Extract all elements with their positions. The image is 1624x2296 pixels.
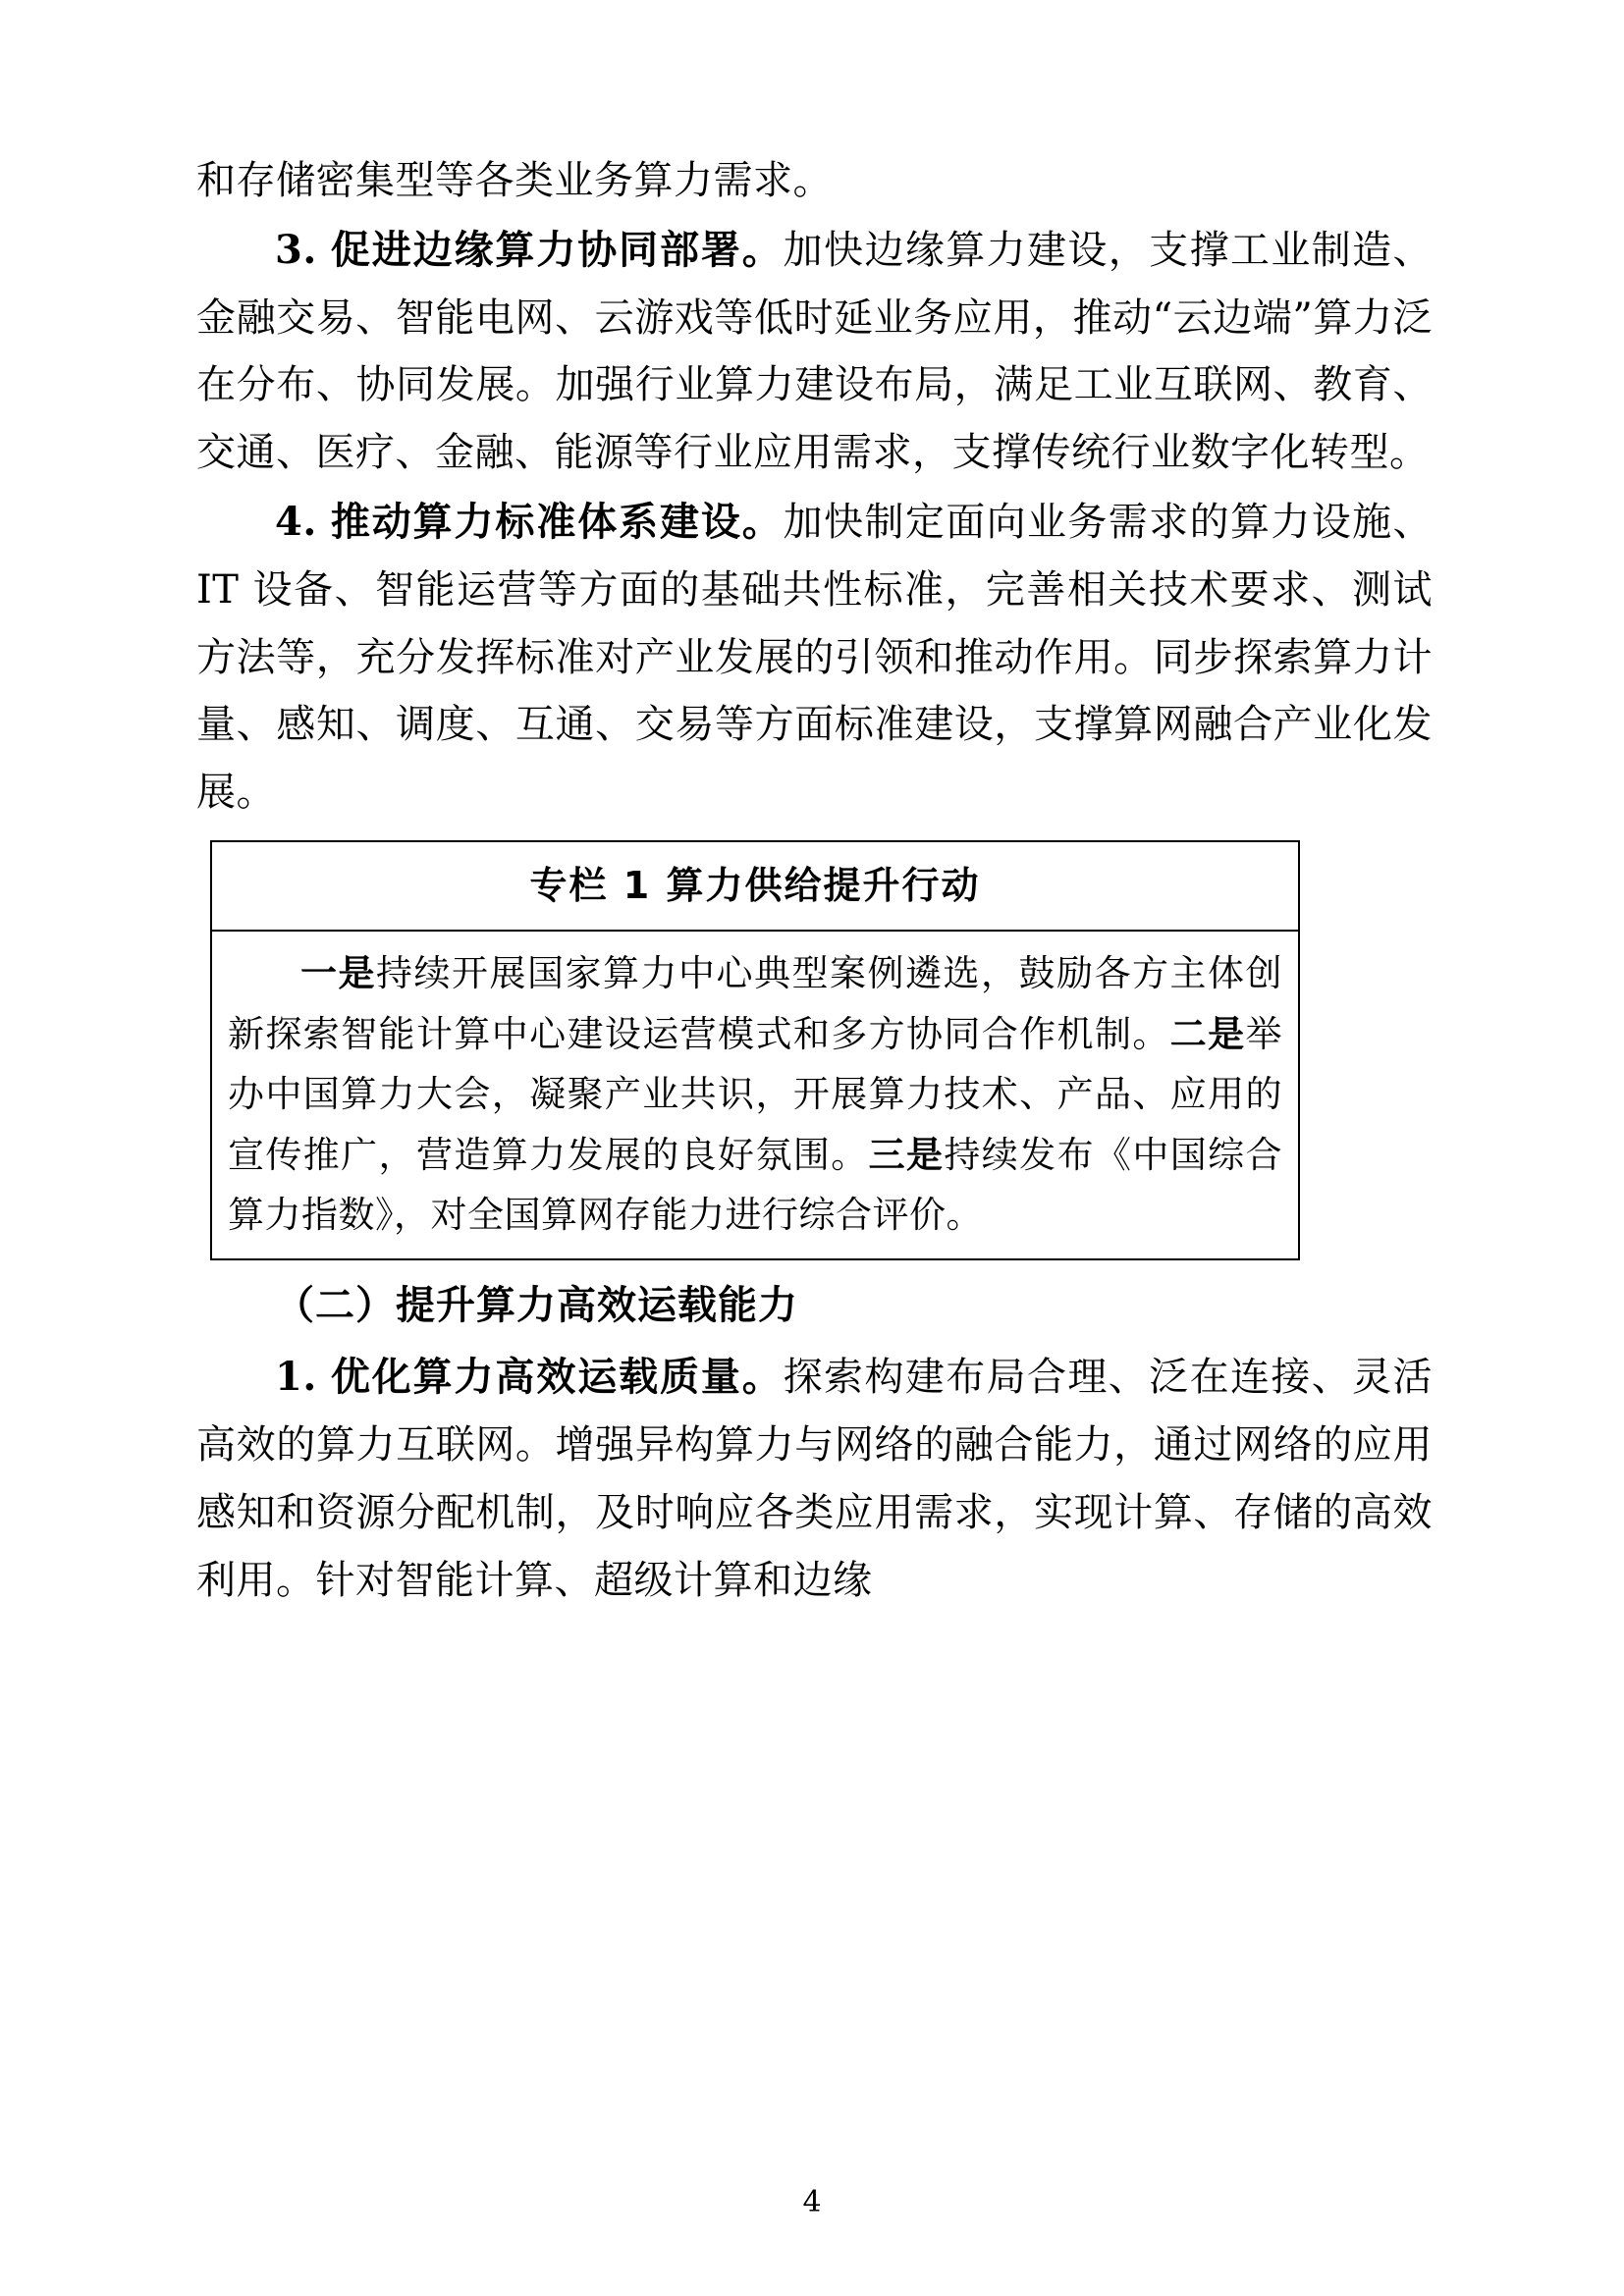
item-number: 3. (275, 226, 317, 273)
paragraph-continuation (196, 147, 1433, 215)
item-number: 4. (275, 498, 317, 545)
paragraph-item-1 (196, 1344, 1433, 1614)
item-lead-title: 优化算力高效运载质量。 (330, 1355, 784, 1401)
callout-box-title: 专栏 1 算力供给提升行动 (212, 842, 1298, 932)
page-number: 4 (802, 2185, 822, 2219)
item-lead-title: 促进边缘算力协同部署。 (330, 227, 784, 273)
item-body-text: 加快制定面向业务需求的算力设施、IT 设备、智能运营等方面的基础共性标准，完善相关技术要求、测试方法等，充分发挥标准对产业发展的引领和推动作用。同步探索算力计量、感知、调度、互通、交易等方面标准建设，支撑算网融合产业化发展。 (196, 499, 1434, 816)
callout-text-three: 持续发布《中国综合算力指数》，对全国算网存能力进行综合评价。 (228, 1133, 1283, 1236)
callout-marker-two: 二是 (1169, 1012, 1246, 1055)
item-lead-title: 推动算力标准体系建设。 (330, 499, 784, 545)
callout-box-content (212, 932, 1298, 1258)
section-heading: （二）提升算力高效运载能力 (275, 1283, 798, 1329)
paragraph-text: 和存储密集型等各类业务算力需求。 (196, 158, 833, 203)
callout-box (210, 840, 1300, 1260)
item-number: 1. (275, 1354, 317, 1401)
paragraph-item-3 (196, 217, 1433, 487)
document-body (196, 147, 1433, 1614)
callout-text-one: 持续开展国家算力中心典型案例遴选，鼓励各方主体创新探索智能计算中心建设运营模式和多方协同合作机制。 (228, 952, 1282, 1055)
item-body-text: 探索构建布局合理、泛在连接、灵活高效的算力互联网。增强异构算力与网络的融合能力，通过网络的应用感知和资源分配机制，及时响应各类应用需求，实现计算、存储的高效利用。针对智能计算、超级计算和边缘 (196, 1355, 1434, 1603)
callout-marker-three: 三是 (868, 1133, 945, 1176)
callout-text-two: 举办中国算力大会，凝聚产业共识，开展算力技术、产品、应用的宣传推广，营造算力发展的良好氛围。 (228, 1012, 1283, 1176)
paragraph-item-4 (196, 489, 1433, 827)
item-body-text: 加快边缘算力建设，支撑工业制造、金融交易、智能电网、云游戏等低时延业务应用，推动“云边端”算力泛在分布、协同发展。加强行业算力建设布局，满足工业互联网、教育、交通、医疗、金融、能源等行业应用需求，支撑传统行业数字化转型。 (196, 227, 1434, 476)
callout-marker-one: 一是 (300, 952, 376, 995)
